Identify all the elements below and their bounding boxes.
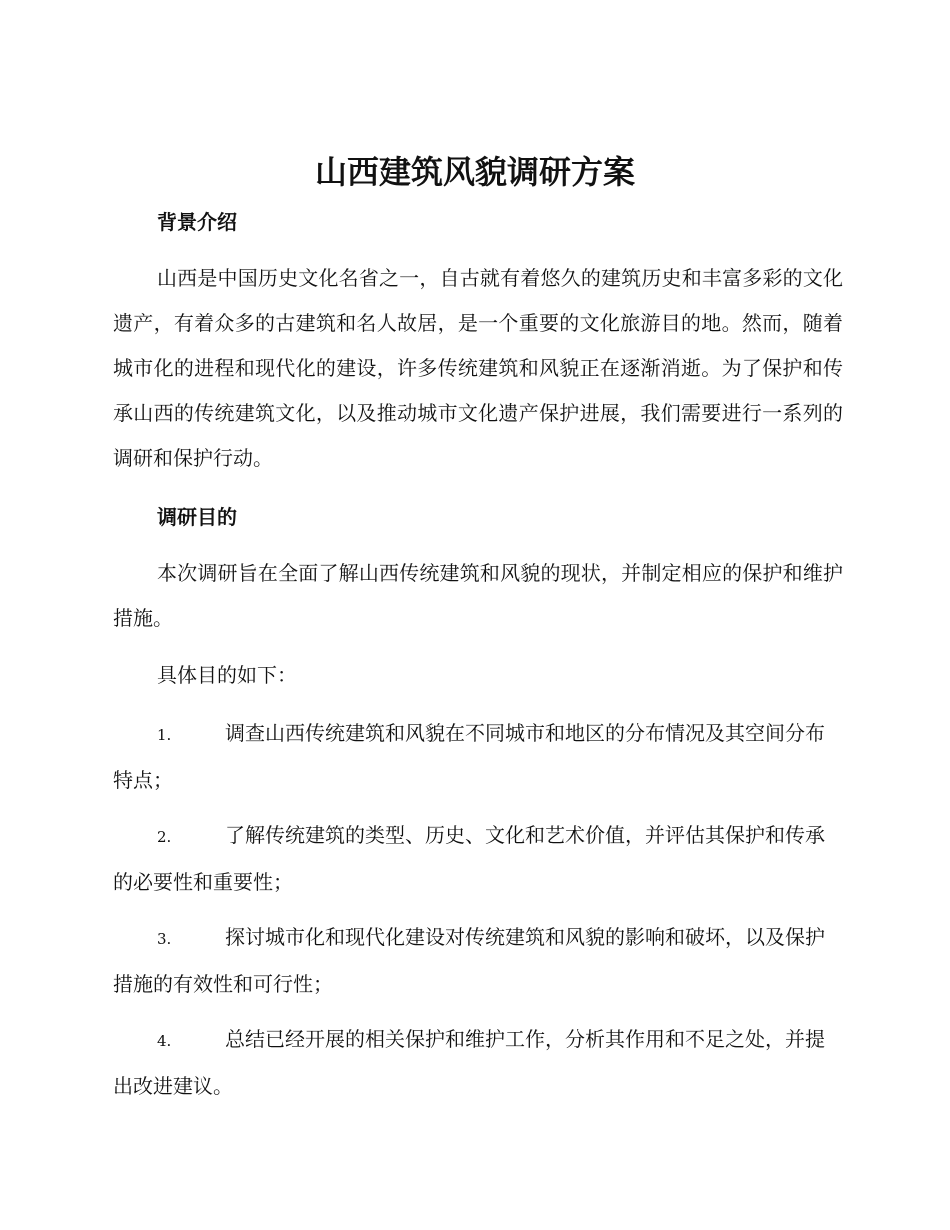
list-item bbox=[113, 915, 843, 1007]
document-title: 山西建筑风貌调研方案 bbox=[314, 153, 635, 191]
list-item-text: 探讨城市化和现代化建设对传统建筑和风貌的影响和破坏，以及保护措施的有效性和可行性； bbox=[113, 925, 825, 996]
list-item-text: 总结已经开展的相关保护和维护工作，分析其作用和不足之处，并提出改进建议。 bbox=[113, 1027, 825, 1098]
background-paragraph: 山西是中国历史文化名省之一，自古就有着悠久的建筑历史和丰富多彩的文化遗产，有着众多的古建筑和名人故居，是一个重要的文化旅游目的地。然而，随着城市化的进程和现代化的建设，许多传统建筑和风貌正在逐渐消逝。为了保护和传承山西的传统建筑文化，以及推动城市文化遗产保护进展，我们需要进行一系列的调研和保护行动。 bbox=[113, 266, 843, 470]
list-item bbox=[113, 813, 843, 905]
purpose-paragraph: 本次调研旨在全面了解山西传统建筑和风貌的现状，并制定相应的保护和维护措施。 bbox=[113, 561, 843, 630]
list-intro: 具体目的如下： bbox=[157, 663, 297, 687]
list-item-text: 了解传统建筑的类型、历史、文化和艺术价值，并评估其保护和传承的必要性和重要性； bbox=[113, 823, 825, 894]
section-heading-background: 背景介绍 bbox=[157, 210, 237, 234]
list-item-number: 2. bbox=[157, 828, 172, 846]
list-item bbox=[113, 711, 843, 803]
list-item bbox=[113, 1017, 843, 1109]
list-item-number: 1. bbox=[157, 726, 172, 744]
list-item-number: 4. bbox=[157, 1032, 172, 1050]
section-heading-purpose: 调研目的 bbox=[157, 505, 237, 529]
list-item-text: 调查山西传统建筑和风貌在不同城市和地区的分布情况及其空间分布特点； bbox=[113, 721, 825, 792]
list-item-number: 3. bbox=[157, 930, 172, 948]
